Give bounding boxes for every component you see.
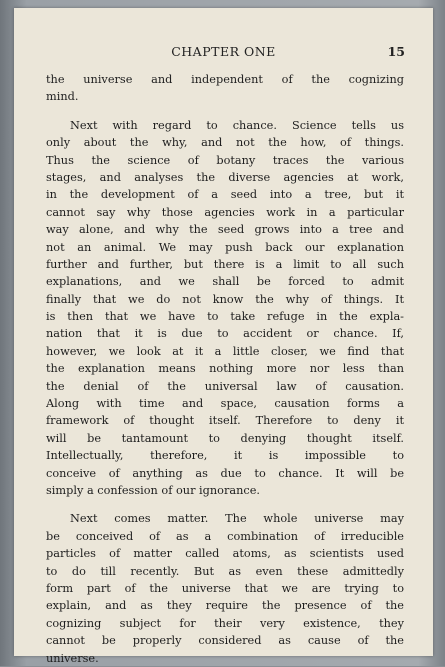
body-text: [46, 71, 404, 667]
text-line: Along with time and space, causation forms a: [46, 397, 404, 411]
text-line: be conceived of as a combination of irreducible: [46, 529, 404, 543]
text-line: conceive of anything as due to chance. It will be: [46, 466, 404, 480]
text-line: nation that it is due to accident or chance. If,: [46, 327, 404, 341]
text-line: is then that we have to take refuge in the expla-: [46, 310, 404, 324]
text-line: only about the why, and not the how, of things.: [46, 136, 404, 150]
text-line: mind.: [46, 90, 79, 104]
text-line: framework of thought itself. Therefore to deny it: [46, 414, 404, 428]
text-line: particles of matter called atoms, as scientists used: [46, 547, 404, 561]
text-line: way alone, and why the seed grows into a tree and: [46, 223, 404, 237]
running-header: [14, 44, 433, 60]
text-line: form part of the universe that we are trying to: [46, 581, 404, 595]
text-line: in the development of a seed into a tree, but it: [46, 188, 404, 202]
text-line: cognizing subject for their very existence, they: [46, 616, 404, 630]
text-line: cannot say why those agencies work in a particular: [46, 205, 404, 219]
text-line: cannot be properly considered as cause of the: [46, 634, 404, 648]
text-line: the denial of the universal law of causation.: [46, 379, 404, 393]
page-number: 15: [387, 44, 405, 59]
text-line: not an animal. We may push back our explanation: [46, 240, 404, 254]
book-page: [14, 8, 433, 665]
text-line: to do till recently. But as even these admittedly: [46, 564, 404, 578]
text-line: Thus the science of botany traces the various: [46, 153, 404, 167]
text-line: Intellectually, therefore, it is impossible to: [46, 449, 404, 463]
paragraph-gap: [46, 499, 404, 510]
text-line: the universe and independent of the cognizing: [46, 73, 404, 86]
text-line: further and further, but there is a limit to all such: [46, 257, 404, 271]
text-line: Next comes matter. The whole universe may: [70, 512, 404, 526]
text-line: finally that we do not know the why of things. It: [46, 292, 404, 306]
text-line: the explanation means nothing more nor less than: [46, 362, 404, 376]
paragraph-gap: [46, 106, 404, 117]
text-line: simply a confession of our ignorance.: [46, 483, 260, 497]
paragraph: [46, 117, 404, 500]
chapter-title: CHAPTER ONE: [171, 44, 276, 59]
text-line: explain, and as they require the presence of the: [46, 599, 404, 613]
paragraph: [46, 510, 404, 667]
text-line: universe.: [46, 651, 99, 665]
text-line: explanations, and we shall be forced to admit: [46, 275, 404, 289]
text-line: stages, and analyses the diverse agencies at work,: [46, 170, 404, 184]
text-line: Next with regard to chance. Science tells us: [70, 118, 404, 132]
paragraph: [46, 71, 404, 106]
text-line: will be tantamount to denying thought itself.: [46, 431, 404, 445]
text-line: however, we look at it a little closer, we find that: [46, 344, 404, 358]
